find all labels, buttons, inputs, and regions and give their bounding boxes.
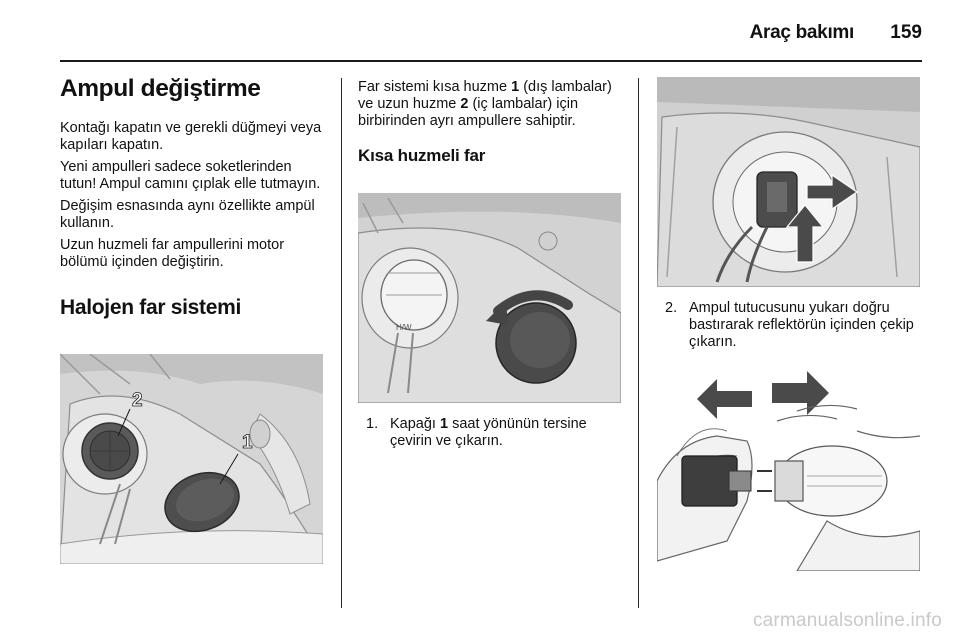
steps-list-right xyxy=(665,300,925,351)
paragraph-high-beam: Uzun huzmeli far ampullerini motor bölümü içinden değiştirin. xyxy=(60,237,285,270)
halogen-heading: Halojen far sistemi xyxy=(60,296,242,319)
figure-headlamp-covers xyxy=(60,354,323,564)
left-column xyxy=(60,74,330,321)
step-1: 1. Kapağı 1 saat yönünün tersine çevirin ve çıkarın. xyxy=(366,416,587,449)
callout-2: 2 xyxy=(132,390,143,411)
paragraph-ignition: Kontağı kapatın ve gerekli düğmeyi veya kapıları kapatın. xyxy=(60,120,322,153)
svg-text:H/W: H/W xyxy=(396,323,412,332)
header-rule xyxy=(60,60,922,62)
column-divider-left xyxy=(341,78,342,608)
middle-column xyxy=(358,79,628,167)
steps-list-middle xyxy=(366,416,621,450)
step-2: 2. Ampul tutucusunu yukarı doğru bastırarak reflektörün içinden çekip çıkarın. xyxy=(665,300,914,350)
page-number: 159 xyxy=(890,22,922,43)
figure-bulb-removal xyxy=(657,361,920,571)
paragraph-same-spec: Değişim esnasında aynı özellikte ampül kullanın. xyxy=(60,198,315,231)
main-heading: Ampul değiştirme xyxy=(60,75,261,102)
low-beam-heading: Kısa huzmeli far xyxy=(358,146,486,165)
figure-remove-cover xyxy=(358,193,621,403)
figure-bulb-holder xyxy=(657,77,920,287)
callout-1: 1 xyxy=(242,432,253,453)
section-title: Araç bakımı xyxy=(749,22,854,43)
watermark: carmanualsonline.info xyxy=(752,610,942,631)
intro-paragraph: Far sistemi kısa huzme 1 (dış lambalar) ve uzun huzme 2 (iç lambalar) için birbirinden ayrı ampullere sahiptir. xyxy=(358,79,612,129)
column-divider-right xyxy=(638,78,639,608)
paragraph-handle-bulbs: Yeni ampulleri sadece soketlerinden tutun! Ampul camını çıplak elle tutmayın. xyxy=(60,159,321,192)
